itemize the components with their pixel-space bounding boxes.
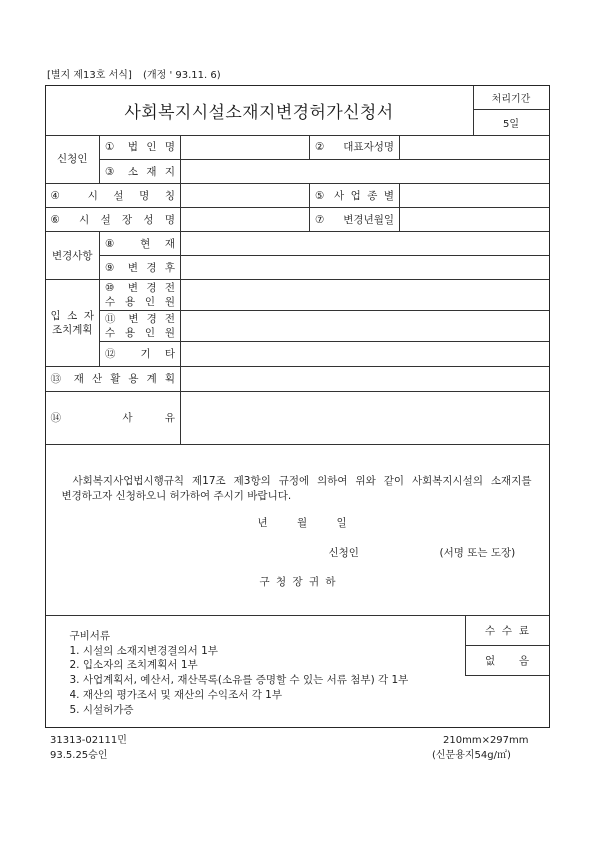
required-documents-section (46, 616, 549, 727)
capacity-before-label-line: 수 용 인 원 (105, 296, 175, 308)
facility-director-label: ⑥ 시 설 장 성 명 (46, 208, 181, 232)
form-row (46, 208, 549, 232)
corporation-name-label: ① 법 인 명 (100, 136, 181, 160)
application-form (45, 85, 550, 728)
list-item: 5. 시설허가증 (69, 703, 134, 716)
current-location-label: ⑧ 현 재 (100, 232, 181, 256)
new-location-value (181, 256, 549, 280)
form-number: [별지 제13호 서식] (47, 70, 132, 81)
processing-period-box (473, 86, 549, 135)
form-row (46, 136, 549, 160)
change-date-value (400, 208, 549, 232)
revision-date: (개정 ' 93.11. 6) (143, 70, 221, 81)
property-plan-value (181, 367, 549, 392)
new-location-label: ⑨ 변 경 후 (100, 256, 181, 280)
facility-name-value (181, 184, 310, 208)
address-value (181, 160, 549, 184)
other-label: ⑫ 기 타 (100, 342, 181, 367)
resident-plan-label-line: 입 소 자 (50, 310, 94, 322)
address-label: ③ 소 재 지 (100, 160, 181, 184)
form-row (46, 160, 549, 184)
processing-period-label: 처리기간 (474, 86, 549, 110)
capacity-second-value (181, 311, 549, 342)
facility-name-label: ④ 시 설 명 칭 (46, 184, 181, 208)
capacity-before-label-line: ⑩ 변 경 전 (105, 282, 175, 294)
capacity-before-label (100, 280, 181, 311)
fee-label: 수 수 료 (485, 624, 529, 637)
other-value (181, 342, 549, 367)
fee-value-cell (466, 646, 549, 675)
application-fields-table (46, 136, 549, 444)
form-row (46, 232, 549, 256)
corporation-name-value (181, 136, 310, 160)
representative-name-label: ② 대표자성명 (310, 136, 400, 160)
capacity-second-label-line: ⑪ 변 경 전 (105, 313, 175, 325)
form-row (46, 392, 549, 444)
fee-label-cell (466, 616, 549, 646)
applicant-label: 신청인 (46, 136, 100, 184)
form-row (46, 280, 549, 311)
processing-period-value: 5일 (502, 118, 520, 130)
representative-name-value (400, 136, 549, 160)
capacity-before-value (181, 280, 549, 311)
approval-date: 93.5.25승인 (50, 750, 108, 761)
declaration-section (46, 444, 549, 616)
declaration-text-line: 변경하고자 신청하오니 허가하여 주시기 바랍니다. (61, 489, 292, 502)
form-row (46, 367, 549, 392)
form-row (46, 256, 549, 280)
form-row (46, 342, 549, 367)
form-title: 사회복지시설소재지변경허가신청서 (124, 102, 394, 123)
reason-value (181, 392, 549, 444)
list-item: 4. 재산의 평가조서 및 재산의 수익조서 각 1부 (69, 688, 282, 701)
business-type-label: ⑤ 사 업 종 별 (310, 184, 400, 208)
business-type-value (400, 184, 549, 208)
list-item: 3. 사업계획서, 예산서, 재산목록(소유를 증명할 수 있는 서류 첨부) 각 1부 (69, 674, 409, 687)
form-row (46, 184, 549, 208)
list-item: 2. 입소자의 조치계획서 1부 (69, 659, 198, 672)
resident-plan-label (46, 280, 100, 367)
capacity-second-label-line: 수 용 인 원 (105, 327, 175, 339)
property-plan-label: ⑬ 재 산 활 용 계 획 (46, 367, 181, 392)
signature-hint: (서명 또는 도장) (439, 546, 516, 559)
applicant-signature-label: 신청인 (328, 546, 359, 559)
changes-label: 변경사항 (46, 232, 100, 280)
form-header (47, 69, 221, 83)
required-documents-list (70, 644, 409, 718)
list-item: 1. 시설의 소재지변경결의서 1부 (69, 644, 218, 657)
recipient: 구 청 장 귀 하 (259, 575, 336, 588)
capacity-second-label (100, 311, 181, 342)
required-documents-heading: 구비서류 (69, 629, 111, 642)
declaration-text-line: 사회복지사업법시행규칙 제17조 제3항의 규정에 의하여 위와 같이 사회복지시설의 소재지를 (72, 474, 532, 487)
form-row (46, 311, 549, 342)
change-date-label: ⑦ 변경년월일 (310, 208, 400, 232)
fee-box (465, 616, 549, 676)
title-bar (46, 86, 549, 136)
resident-plan-label-line: 조치계획 (51, 324, 93, 336)
date-line: 년 월 일 (257, 516, 347, 529)
facility-director-value (181, 208, 310, 232)
reason-label: ⑭ 사 유 (46, 392, 181, 444)
fee-value: 없 음 (485, 654, 529, 667)
paper-type: (신문용지54g/㎡) (432, 750, 511, 761)
paper-size: 210mm×297mm (443, 735, 529, 746)
current-location-value (181, 232, 549, 256)
form-code: 31313-02111민 (50, 735, 127, 746)
